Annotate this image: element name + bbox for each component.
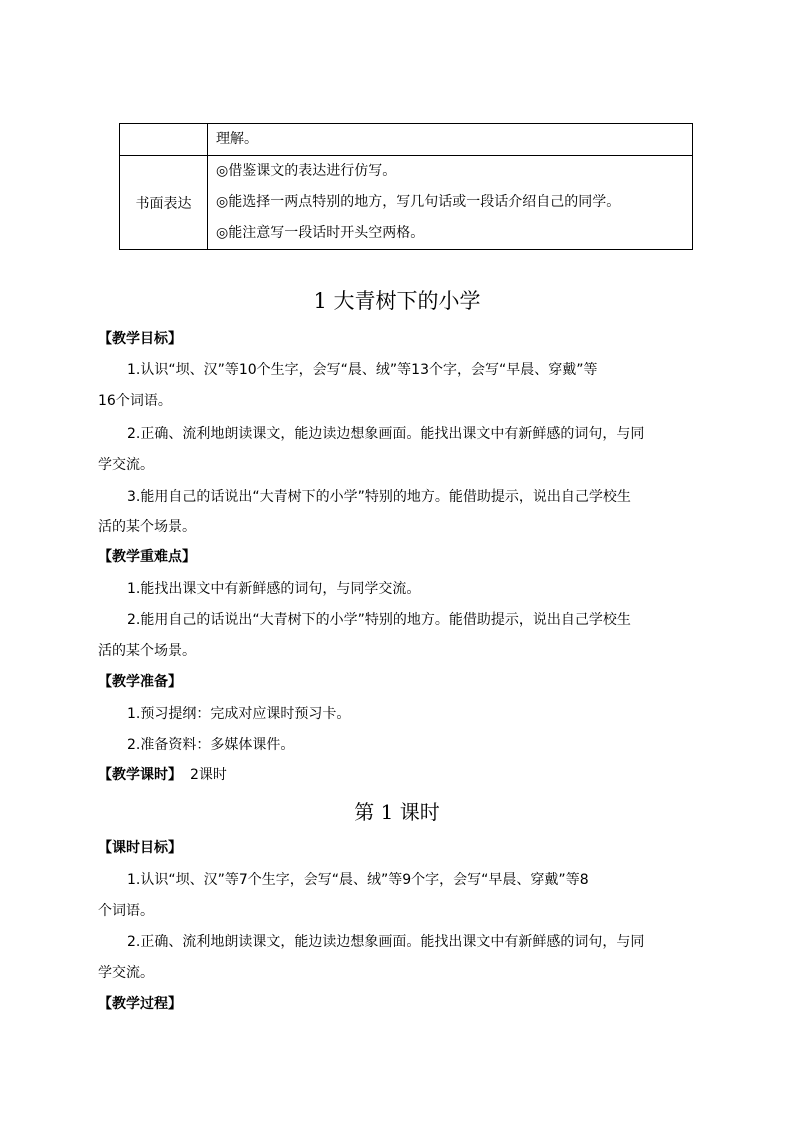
table-row-label <box>120 124 208 156</box>
table-row <box>120 156 693 250</box>
section-header-period-goals: 【课时目标】 <box>98 840 182 856</box>
table-cell-line: 理解。 <box>216 131 258 147</box>
goal-item-1: 1.认识“坝、汉”等10个生字，会写“晨、绒”等13个字，会写“早晨、穿戴”等 <box>127 362 598 378</box>
key-point-item-2: 2.能用自己的话说出“大青树下的小学”特别的地方。能借助提示，说出自己学校生 <box>127 612 631 628</box>
period-goal-item-1: 1.认识“坝、汉”等7个生字，会写“晨、绒”等9个字，会写“早晨、穿戴”等8 <box>127 872 589 888</box>
requirements-table <box>119 123 693 250</box>
goal-item-3: 3.能用自己的话说出“大青树下的小学”特别的地方。能借助提示，说出自己学校生 <box>127 489 631 505</box>
section-header-goals: 【教学目标】 <box>98 331 182 347</box>
key-point-item-1: 1.能找出课文中有新鲜感的词句，与同学交流。 <box>127 581 421 597</box>
section-header-key-points: 【教学重难点】 <box>98 549 196 565</box>
table-cell-line: ◎能注意写一段话时开头空两格。 <box>216 225 425 241</box>
preparation-item-2: 2.准备资料：多媒体课件。 <box>127 737 295 753</box>
hours-label: 【教学课时】 <box>98 767 182 783</box>
hours-value: 2课时 <box>190 767 227 783</box>
period-goal-item-1-cont: 个词语。 <box>98 903 154 919</box>
period-goal-item-2-cont: 学交流。 <box>98 965 154 981</box>
preparation-item-1: 1.预习提纲：完成对应课时预习卡。 <box>127 706 351 722</box>
section-header-hours <box>98 765 227 785</box>
period-goal-item-2: 2.正确、流利地朗读课文，能边读边想象画面。能找出课文中有新鲜感的词句，与同 <box>127 934 645 950</box>
goal-item-3-cont: 活的某个场景。 <box>98 519 196 535</box>
period-title: 第 1 课时 <box>354 800 440 824</box>
table-row-content <box>208 156 693 250</box>
table-row-content <box>208 124 693 156</box>
key-point-item-2-cont: 活的某个场景。 <box>98 643 196 659</box>
table-row <box>120 124 693 156</box>
table-row-label: 书面表达 <box>120 156 208 250</box>
section-header-preparation: 【教学准备】 <box>98 674 182 690</box>
table-cell-line: ◎借鉴课文的表达进行仿写。 <box>216 163 397 179</box>
lesson-title: 1 大青树下的小学 <box>313 289 481 313</box>
goal-item-2-cont: 学交流。 <box>98 457 154 473</box>
goal-item-2: 2.正确、流利地朗读课文，能边读边想象画面。能找出课文中有新鲜感的词句，与同 <box>127 426 645 442</box>
goal-item-1-cont: 16个词语。 <box>98 393 172 409</box>
table-cell-line: ◎能选择一两点特别的地方，写几句话或一段话介绍自己的同学。 <box>216 194 621 210</box>
section-header-process: 【教学过程】 <box>98 996 182 1012</box>
